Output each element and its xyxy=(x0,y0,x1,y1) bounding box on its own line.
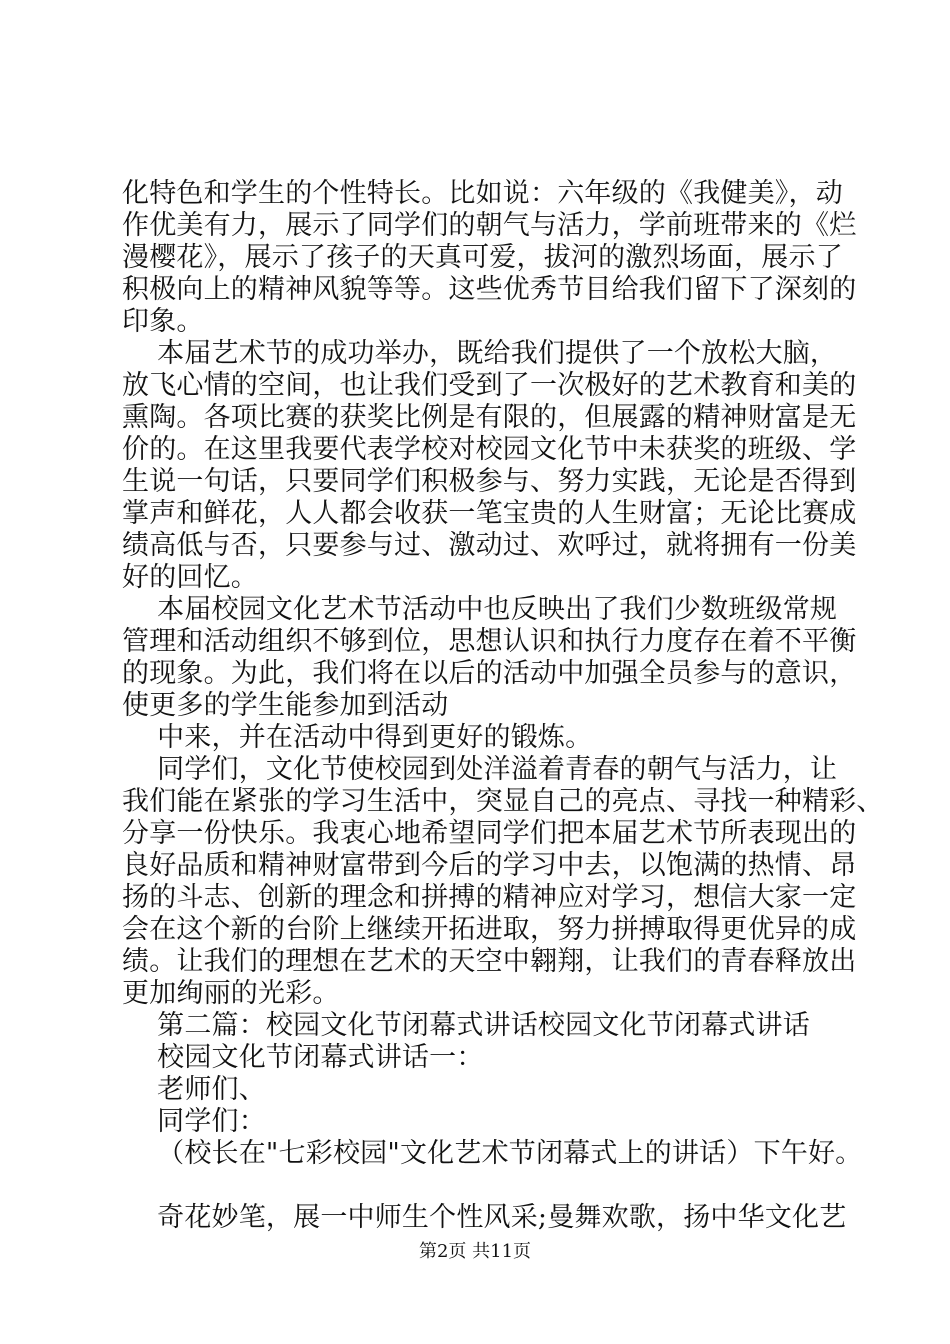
text-line: 校园文化节闭幕式讲话一： xyxy=(122,1042,484,1073)
text-line: 中来，并在活动中得到更好的锻炼。 xyxy=(122,722,593,753)
text-line: 扬的斗志、创新的理念和拼搏的精神应对学习，想信大家一定 xyxy=(122,882,857,913)
text-line: 绩高低与否，只要参与过、激动过、欢呼过，就将拥有一份美 xyxy=(122,530,857,561)
text-line: 本届校园文化艺术节活动中也反映出了我们少数班级常规 xyxy=(122,594,838,625)
text-line: 我们能在紧张的学习生活中，突显自己的亮点、寻找一种精彩、 xyxy=(122,786,884,817)
text-line: 更加绚丽的光彩。 xyxy=(122,978,340,1009)
text-line: 价的。在这里我要代表学校对校园文化节中未获奖的班级、学 xyxy=(122,434,857,465)
text-line: 掌声和鲜花，人人都会收获一笔宝贵的人生财富；无论比赛成 xyxy=(122,498,857,529)
text-line: 使更多的学生能参加到活动 xyxy=(122,690,449,721)
text-line: 漫樱花》，展示了孩子的天真可爱，拔河的激烈场面，展示了 xyxy=(122,242,843,273)
text-line: 生说一句话，只要同学们积极参与、努力实践，无论是否得到 xyxy=(122,466,857,497)
text-line: 良好品质和精神财富带到今后的学习中去，以饱满的热情、昂 xyxy=(122,850,857,881)
text-line: 印象。 xyxy=(122,306,204,337)
text-line: 好的回忆。 xyxy=(122,562,258,593)
text-line: 积极向上的精神风貌等等。这些优秀节目给我们留下了深刻的 xyxy=(122,274,857,305)
text-line: （校长在"七彩校园"文化艺术节闭幕式上的讲话）下午好。 xyxy=(122,1138,863,1169)
page-footer: 第2页 共11页 xyxy=(418,1241,532,1262)
text-line: 绩。让我们的理想在艺术的天空中翱翔，让我们的青春释放出 xyxy=(122,946,857,977)
text-line: 同学们： xyxy=(122,1106,266,1137)
text-line: 会在这个新的台阶上继续开拓进取，努力拼搏取得更优异的成 xyxy=(122,914,857,945)
section-heading: 第二篇：校园文化节闭幕式讲话校园文化节闭幕式讲话 xyxy=(122,1010,810,1041)
text-line: 管理和活动组织不够到位，思想认识和执行力度存在着不平衡 xyxy=(122,626,857,657)
text-line: 熏陶。各项比赛的获奖比例是有限的，但展露的精神财富是无 xyxy=(122,402,857,433)
text-line: 同学们，文化节使校园到处洋溢着青春的朝气与活力，让 xyxy=(122,754,838,785)
text-line: 作优美有力，展示了同学们的朝气与活力，学前班带来的《烂 xyxy=(122,210,857,241)
text-line: 放飞心情的空间，也让我们受到了一次极好的艺术教育和美的 xyxy=(122,370,857,401)
text-line: 化特色和学生的个性特长。比如说：六年级的《我健美》，动 xyxy=(122,178,843,209)
text-line: 分享一份快乐。我衷心地希望同学们把本届艺术节所表现出的 xyxy=(122,818,857,849)
text-line: 本届艺术节的成功举办，既给我们提供了一个放松大脑， xyxy=(122,338,838,369)
text-line: 的现象。为此，我们将在以后的活动中加强全员参与的意识， xyxy=(122,658,857,689)
text-line: 奇花妙笔，展一中师生个性风采;曼舞欢歌，扬中华文化艺 xyxy=(122,1202,847,1233)
text-line: 老师们、 xyxy=(122,1074,266,1105)
